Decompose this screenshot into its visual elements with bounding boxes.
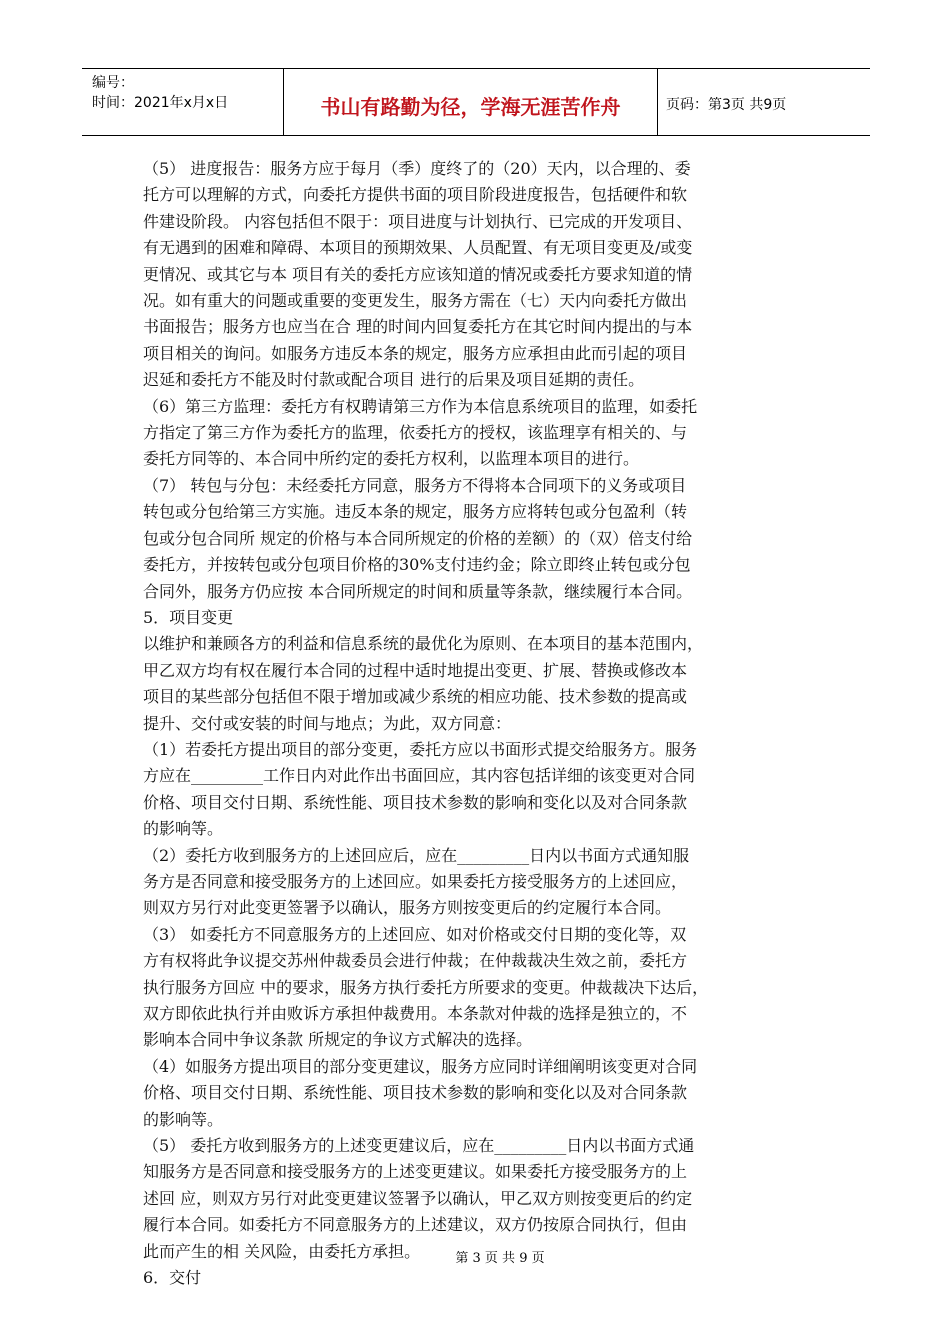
text-line: （7） 转包与分包：未经委托方同意，服务方不得将本合同项下的义务或项目 xyxy=(143,475,687,495)
text-line: 此而产生的相 关风险，由委托方承担。 xyxy=(143,1241,421,1261)
section-heading: 6．交付 xyxy=(143,1268,202,1288)
text-line: 项目的某些部分包括但不限于增加或减少系统的相应功能、技术参数的提高或 xyxy=(143,687,688,707)
number-label: 编号： xyxy=(92,75,134,91)
text-line: 委托方同等的、本合同中所约定的委托方权利，以监理本项目的进行。 xyxy=(143,449,640,469)
text-line: 书面报告；服务方也应当在合 理的时间内回复委托方在其它时间内提出的与本 xyxy=(143,317,693,337)
text-line: 项目相关的询问。如服务方违反本条的规定，服务方应承担由此而引起的项目 xyxy=(143,343,688,363)
text-line: 有无遇到的困难和障碍、本项目的预期效果、人员配置、有无项目变更及/或变 xyxy=(143,238,693,258)
text-line: 双方即依此执行并由败诉方承担仲裁费用。本条款对仲裁的选择是独立的，不 xyxy=(143,1004,688,1023)
text-line: 况。如有重大的问题或重要的变更发生，服务方需在（七）天内向委托方做出 xyxy=(143,291,688,311)
text-line: 的影响等。 xyxy=(143,819,224,839)
text-line: 述回 应，则双方另行对此变更建议签署予以确认，甲乙双方则按变更后的约定 xyxy=(143,1188,693,1208)
text-line: 委托方，并按转包或分包项目价格的30%支付违约金；除立即终止转包或分包 xyxy=(143,555,691,575)
text-line: 方有权将此争议提交苏州仲裁委员会进行仲裁；在仲裁裁决生效之前，委托方 xyxy=(143,951,688,971)
header-page-label: 页码：第3页 共9页 xyxy=(666,97,787,113)
text-line: 件建设阶段。 内容包括但不限于：项目进度与计划执行、已完成的开发项目、 xyxy=(143,211,693,231)
text-line: （1）若委托方提出项目的部分变更，委托方应以书面形式提交给服务方。服务 xyxy=(143,739,698,759)
text-line: 执行服务方回应 中的要求，服务方执行委托方所要求的变更。仲裁裁决下达后， xyxy=(143,977,709,997)
text-line: 提升、交付或安装的时间与地点；为此，双方同意： xyxy=(143,713,512,733)
text-line: 迟延和委托方不能及时付款或配合项目 进行的后果及项目延期的责任。 xyxy=(143,370,645,390)
text-line: （5） 委托方收到服务方的上述变更建议后，应在_________日内以书面方式通 xyxy=(143,1136,695,1156)
text-line: 则双方另行对此变更签署予以确认，服务方则按变更后的约定履行本合同。 xyxy=(143,898,672,918)
text-line: （3） 如委托方不同意服务方的上述回应、如对价格或交付日期的变化等，双 xyxy=(143,924,687,944)
text-line: 合同外，服务方仍应按 本合同所规定的时间和质量等条款，继续履行本合同。 xyxy=(143,581,693,601)
section-heading: 5．项目变更 xyxy=(143,607,234,627)
text-line: 价格、项目交付日期、系统性能、项目技术参数的影响和变化以及对合同条款 xyxy=(143,792,688,812)
text-line: （2）委托方收到服务方的上述回应后，应在_________日内以书面方式通知服 xyxy=(143,845,690,865)
text-line: 托方可以理解的方式，向委托方提供书面的项目阶段进度报告，包括硬件和软 xyxy=(143,185,688,205)
text-line: 更情况、或其它与本 项目有关的委托方应该知道的情况或委托方要求知道的情 xyxy=(143,264,693,284)
body-text xyxy=(143,156,843,1291)
text-line: 包或分包合同所 规定的价格与本合同所规定的价格的差额）的（双）倍支付给 xyxy=(143,528,693,548)
page-footer: 第 3 页 共 9 页 xyxy=(455,1251,545,1266)
text-line: 影响本合同中争议条款 所规定的争议方式解决的选择。 xyxy=(143,1030,533,1050)
header-table xyxy=(82,68,870,136)
text-line: 以维护和兼顾各方的利益和信息系统的最优化为原则、在本项目的基本范围内， xyxy=(143,634,704,654)
text-line: 务方是否同意和接受服务方的上述回应。如果委托方接受服务方的上述回应， xyxy=(143,871,688,891)
text-line: 转包或分包给第三方实施。违反本条的规定，服务方应将转包或分包盈利（转 xyxy=(143,502,688,522)
text-line: 甲乙双方均有权在履行本合同的过程中适时地提出变更、扩展、替换或修改本 xyxy=(143,660,688,680)
text-line: 的影响等。 xyxy=(143,1109,224,1129)
text-line: 方应在_________工作日内对此作出书面回应，其内容包括详细的该变更对合同 xyxy=(143,766,696,786)
header-motto: 书山有路勤为径，学海无涯苦作舟 xyxy=(284,69,658,135)
header-meta xyxy=(82,69,284,135)
text-line: 履行本合同。如委托方不同意服务方的上述建议，双方仍按原合同执行，但由 xyxy=(143,1215,688,1235)
text-line: 知服务方是否同意和接受服务方的上述变更建议。如果委托方接受服务方的上 xyxy=(143,1162,688,1182)
text-line: 价格、项目交付日期、系统性能、项目技术参数的影响和变化以及对合同条款 xyxy=(143,1083,688,1103)
text-line: （6）第三方监理：委托方有权聘请第三方作为本信息系统项目的监理，如委托 xyxy=(143,396,698,416)
text-line: 方指定了第三方作为委托方的监理，依委托方的授权，该监理享有相关的、与 xyxy=(143,423,688,443)
date-label: 时间：2021年x月x日 xyxy=(92,95,229,111)
text-line: （4）如服务方提出项目的部分变更建议，服务方应同时详细阐明该变更对合同 xyxy=(143,1056,698,1076)
text-line: （5） 进度报告：服务方应于每月（季）度终了的（20）天内，以合理的、委 xyxy=(143,159,691,178)
